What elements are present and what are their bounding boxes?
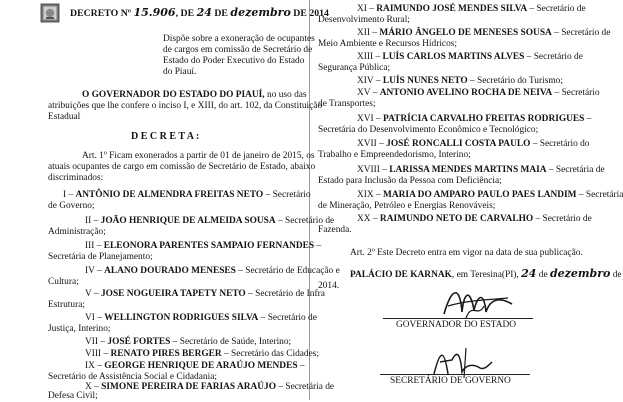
list-item-cont: Segurança Pública; bbox=[318, 63, 391, 73]
state-coat-of-arms-icon bbox=[40, 3, 60, 23]
item-number: V – bbox=[85, 289, 99, 299]
item-number: XI – bbox=[357, 4, 374, 14]
palace-name: PALÁCIO DE KARNAK bbox=[350, 270, 452, 280]
list-item-cont: de Governo; bbox=[48, 201, 95, 211]
list-item-cont: Desenvolvimento Rural; bbox=[318, 15, 410, 25]
list-item bbox=[85, 289, 325, 300]
item-name: JOSÉ RONCALLI COSTA PAULO bbox=[386, 139, 531, 149]
secretary-signature-line bbox=[380, 374, 530, 375]
list-item-cont: Secretária do Desenvolvimento Econômico e Tecnológico; bbox=[318, 125, 539, 135]
item-number: VIII – bbox=[85, 349, 109, 359]
list-item-cont: de Transportes; bbox=[318, 99, 376, 109]
item-name: SIMONE PEREIRA DE FARIAS ARAÚJO bbox=[101, 382, 277, 392]
list-item bbox=[85, 337, 291, 348]
item-number: I – bbox=[63, 190, 74, 200]
item-role: – Secretário de bbox=[275, 216, 335, 226]
summary-line: do Piauí. bbox=[163, 67, 197, 77]
decree-number: 15.906 bbox=[133, 6, 176, 19]
list-item-cont: Cultura; bbox=[48, 277, 79, 287]
list-item-cont: Defesa Civil; bbox=[48, 391, 98, 401]
item-number: VI – bbox=[85, 313, 102, 323]
list-item-cont: Trabalho e Empreendedorismo, Interino; bbox=[318, 150, 471, 160]
list-item bbox=[85, 241, 321, 252]
item-name: WELLINGTON RODRIGUES SILVA bbox=[104, 313, 259, 323]
preamble-line: atribuições que lhe confere o inciso I, e XIII, do art. 102, da Constituição bbox=[48, 101, 323, 111]
item-role: – Secretária de bbox=[546, 165, 605, 175]
item-role: – Secretário de bbox=[527, 4, 586, 14]
item-role: – Secretária bbox=[576, 190, 623, 200]
closing-de: de bbox=[538, 270, 548, 280]
list-item bbox=[85, 349, 319, 360]
list-item-cont: Estrutura; bbox=[48, 300, 85, 310]
decree-header bbox=[70, 7, 329, 19]
item-number: IX – bbox=[85, 361, 102, 371]
item-role: – Secretário do bbox=[530, 139, 590, 149]
list-item bbox=[85, 361, 305, 372]
item-number: II – bbox=[85, 216, 99, 226]
item-name: LUÍS CARLOS MARTINS ALVES bbox=[382, 52, 525, 62]
item-name: ELEONORA PARENTES SAMPAIO FERNANDES bbox=[103, 241, 315, 251]
item-role: – bbox=[314, 241, 322, 251]
article-line: Art. 1º Ficam exonerados a partir de 01 de janeiro de 2015, os bbox=[82, 151, 315, 161]
item-role: – Secretário de bbox=[551, 28, 611, 38]
item-number: III – bbox=[85, 241, 102, 251]
list-item-cont: Secretário de Assistência Social e Cidadania; bbox=[48, 372, 217, 382]
list-item bbox=[357, 28, 610, 39]
list-item-cont: Justiça, Interino; bbox=[48, 324, 111, 334]
item-name: MÁRIO ÂNGELO DE MENESES SOUSA bbox=[379, 28, 552, 38]
date-de: DE bbox=[214, 8, 228, 19]
item-role: – bbox=[584, 114, 592, 124]
closing-line bbox=[350, 268, 622, 281]
item-role: – Secretário de Saúde, Interino; bbox=[170, 337, 292, 347]
list-item bbox=[357, 139, 589, 150]
list-item-cont: Fazenda. bbox=[318, 225, 352, 235]
item-role: – Secretário de Educação e bbox=[235, 266, 340, 276]
item-name: ANTONIO AVELINO ROCHA DE NEIVA bbox=[379, 88, 553, 98]
governor-signature-line bbox=[383, 318, 533, 319]
list-item-cont: Estado para Inclusão da Pessoa com Deficiência; bbox=[318, 176, 502, 186]
item-number: XVIII – bbox=[357, 165, 387, 175]
decree-day: 24 bbox=[196, 6, 212, 19]
item-name: LARISSA MENDES MARTINS MAIA bbox=[389, 165, 547, 175]
list-item bbox=[357, 88, 600, 99]
closing-de2: de bbox=[612, 270, 622, 280]
list-item bbox=[85, 382, 334, 393]
list-item bbox=[357, 52, 583, 63]
governor-signature bbox=[438, 282, 518, 322]
list-item bbox=[357, 214, 592, 225]
item-role: – Secretário de bbox=[533, 214, 592, 224]
item-name: MARIA DO AMPARO PAULO PAES LANDIM bbox=[383, 190, 577, 200]
article-line: discriminados: bbox=[48, 173, 104, 183]
item-name: ANTÔNIO DE ALMENDRA FREITAS NETO bbox=[75, 190, 264, 200]
item-role: – Secretário de bbox=[524, 52, 583, 62]
date-separator: , DE bbox=[175, 8, 195, 19]
list-item bbox=[357, 114, 591, 125]
item-role: – Secretário bbox=[552, 88, 600, 98]
list-item bbox=[85, 216, 334, 227]
item-role: – Secretária de bbox=[276, 382, 335, 392]
item-number: XIV – bbox=[357, 76, 381, 86]
closing-month: dezembro bbox=[549, 267, 611, 280]
item-name: PATRÍCIA CARVALHO FREITAS RODRIGUES bbox=[383, 114, 585, 124]
item-role: – Secretário de Infra bbox=[245, 289, 325, 299]
item-name: LUÍS NUNES NETO bbox=[382, 76, 468, 86]
list-item bbox=[85, 266, 340, 277]
item-name: JOÃO HENRIQUE DE ALMEIDA SOUSA bbox=[100, 216, 276, 226]
item-number: XII – bbox=[357, 28, 378, 38]
item-number: XV – bbox=[357, 88, 378, 98]
item-role: – Secretário do Turismo; bbox=[467, 76, 563, 86]
item-role: – Secretário das Cidades; bbox=[221, 349, 320, 359]
summary-line: Dispõe sobre a exoneração de ocupantes bbox=[163, 34, 315, 44]
item-role: – bbox=[297, 361, 305, 371]
decree-year: DE 2014 bbox=[293, 8, 329, 19]
list-item-cont: Secretária de Planejamento; bbox=[48, 252, 153, 262]
decree-prefix: DECRETO Nº bbox=[70, 8, 132, 19]
list-item bbox=[85, 313, 317, 324]
item-name: ALANO DOURADO MENESES bbox=[104, 266, 236, 276]
item-role: – Secretário bbox=[263, 190, 311, 200]
item-name: RAIMUNDO NETO DE CARVALHO bbox=[379, 214, 534, 224]
list-item bbox=[63, 190, 311, 201]
list-item-cont: Meio Ambiente e Recursos Hídricos; bbox=[318, 39, 458, 49]
item-number: IV – bbox=[85, 266, 102, 276]
item-number: XIX – bbox=[357, 190, 381, 200]
item-number: XVI – bbox=[357, 114, 381, 124]
item-name: JOSE NOGUEIRA TAPETY NETO bbox=[100, 289, 246, 299]
item-name: GEORGE HENRIQUE DE ARAÚJO MENDES bbox=[104, 361, 298, 371]
list-item-cont: Administração; bbox=[48, 227, 106, 237]
article-2: Art. 2º Este Decreto entra em vigor na data de sua publicação. bbox=[350, 248, 583, 258]
summary-line: de cargos em comissão de Secretário de bbox=[163, 45, 313, 55]
closing-city: , em Teresina(PI), bbox=[451, 270, 519, 280]
list-item bbox=[357, 76, 563, 87]
item-number: X – bbox=[85, 382, 99, 392]
preamble-title: O GOVERNADOR DO ESTADO DO PIAUÍ, bbox=[82, 90, 265, 100]
decree-month: dezembro bbox=[230, 6, 291, 19]
list-item-cont: de Mineração, Petróleo e Energias Renováveis; bbox=[318, 201, 496, 211]
list-item bbox=[357, 165, 605, 176]
summary-line: Estado do Poder Executivo do Estado bbox=[163, 56, 305, 66]
item-number: XVII – bbox=[357, 139, 384, 149]
closing-year: 2014. bbox=[318, 281, 340, 291]
preamble-line: Estadual bbox=[48, 112, 81, 122]
item-name: RAIMUNDO JOSÉ MENDES SILVA bbox=[376, 4, 528, 14]
secretary-title: SECRETÁRIO DE GOVERNO bbox=[390, 376, 511, 386]
item-name: RENATO PIRES BERGER bbox=[110, 349, 222, 359]
preamble-text: no uso das bbox=[264, 90, 307, 100]
governor-title: GOVERNADOR DO ESTADO bbox=[396, 320, 517, 330]
closing-day: 24 bbox=[521, 267, 537, 280]
preamble-line bbox=[82, 90, 307, 101]
item-number: VII – bbox=[85, 337, 106, 347]
item-role: – Secretário de bbox=[258, 313, 317, 323]
list-item bbox=[357, 4, 586, 15]
item-name: JOSÉ FORTES bbox=[107, 337, 171, 347]
list-item bbox=[357, 190, 623, 201]
article-line: atuais ocupantes de cargo em comissão de Secretário de Estado, abaixo bbox=[48, 162, 316, 172]
decreta-heading: D E C R E T A : bbox=[131, 131, 200, 142]
item-number: XX – bbox=[357, 214, 378, 224]
item-number: XIII – bbox=[357, 52, 381, 62]
